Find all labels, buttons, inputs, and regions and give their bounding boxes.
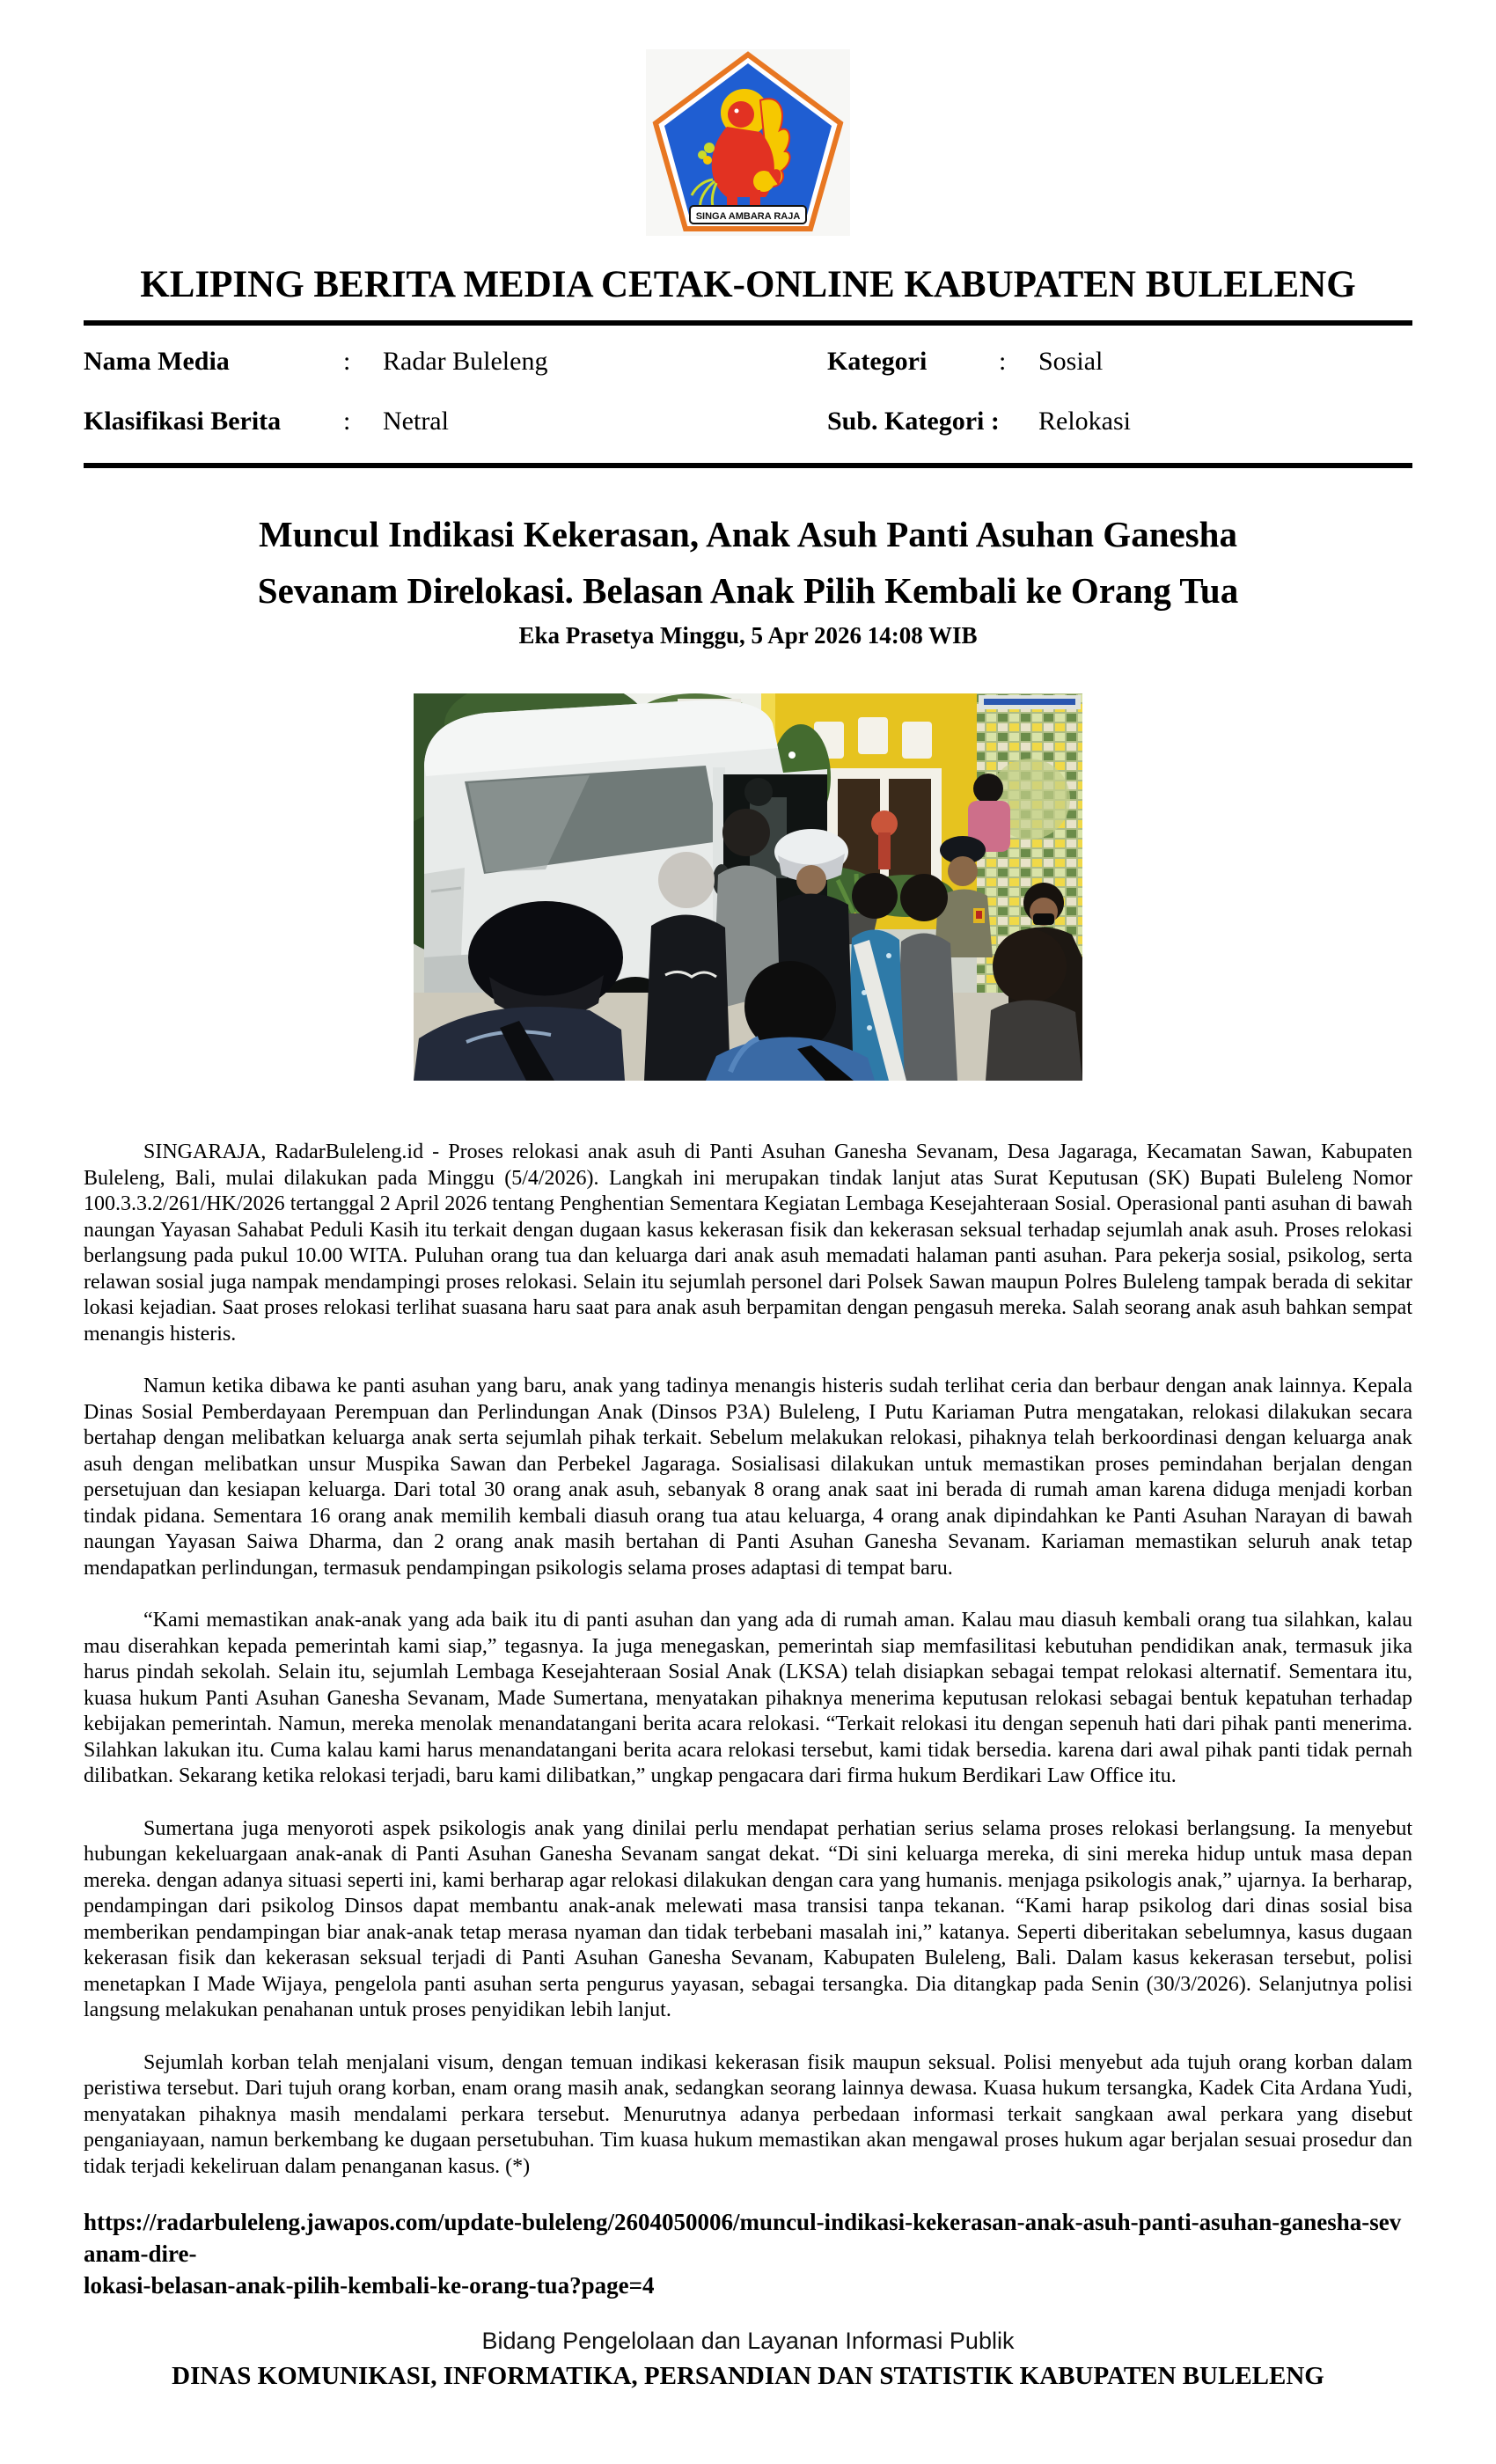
svg-text:SINGA AMBARA RAJA: SINGA AMBARA RAJA bbox=[695, 211, 801, 222]
sub-kategori-label: Sub. Kategori : bbox=[827, 407, 1000, 436]
paragraph-1: SINGARAJA, RadarBuleleng.id - Proses relokasi anak asuh di Panti Asuhan Ganesha Sevanam, Desa Jagaraga, Kecamatan Sawan, Kabupaten Buleleng, Bali, mulai dilakukan pada Minggu (5/4/2026). Langkah ini merupakan tindak lanjut atas Surat Keputusan (SK) Bupati Buleleng Nomor 100.3.3.2/261/HK/2026 tertanggal 2 April 2026 tentang Penghentian Sementara Kegiatan Lembaga Kesejahteraan Sosial. Operasional panti asuhan di bawah naungan Yayasan Sahabat Peduli Kasih itu terkait dengan dugaan kasus kekerasan fisik dan kekerasan seksual terhadap sejumlah anak asuh. Proses relokasi berlangsung pada pukul 10.00 WITA. Puluhan orang tua dan keluarga dari anak asuh memadati halaman panti asuhan. Para pekerja sosial, psikolog, serta relawan sosial juga nampak mendampingi proses relokasi. Selain itu sejumlah personel dari Polsek Sawan maupun Polres Buleleng tampak berada di sekitar lokasi kejadian. Saat proses relokasi terlihat suasana haru saat para anak asuh berpamitan dengan pengasuh mereka. Salah seorang anak asuh bahkan sempat menangis histeris. bbox=[84, 1140, 1412, 1346]
colon: : bbox=[343, 407, 351, 436]
colon: : bbox=[999, 347, 1007, 376]
article-source-url-line1[interactable]: https://radarbuleleng.jawapos.com/update-buleleng/2604050006/muncul-indikasi-kekerasan-anak-asuh-panti-asuhan-ganesha-sevanam-dire- bbox=[84, 2209, 1402, 2268]
colon: : bbox=[343, 347, 351, 376]
nama-media-value: Radar Buleleng bbox=[383, 347, 548, 376]
sub-kategori-value: Relokasi bbox=[1038, 407, 1131, 436]
klasifikasi-label: Klasifikasi Berita bbox=[84, 407, 282, 436]
nama-media-label: Nama Media bbox=[84, 347, 230, 376]
article-title-line2: Sevanam Direlokasi. Belasan Anak Pilih Kembali ke Orang Tua bbox=[257, 569, 1239, 611]
article-body bbox=[84, 1140, 1412, 2180]
article-title bbox=[84, 507, 1412, 619]
article-byline: Eka Prasetya Minggu, 5 Apr 2026 14:08 WIB bbox=[518, 622, 978, 649]
kategori-label: Kategori bbox=[827, 347, 928, 376]
relocation-news-photo bbox=[414, 693, 1082, 1085]
paragraph-4: Sumertana juga menyoroti aspek psikologis anak yang dinilai perlu mendapat perhatian serius selama proses relokasi berlangsung. Ia menyebut hubungan kekeluargaan anak-anak di Panti Asuhan Ganesha Sevanam sangat dekat. “Di sini keluarga mereka, di sini mereka hidup untuk masa depan mereka. dengan adanya situasi seperti ini, kami berharap agar relokasi dilakukan dengan cara yang humanis. menjaga psikologis anak,” ujarnya. Ia berharap, pendampingan dari psikolog Dinsos dapat membantu anak-anak melewati masa transisi tanpa tekanan. “Kami harap psikolog dari dinas sosial bisa memberikan pendampingan biar anak-anak tetap merasa nyaman dan tidak terbebani masalah ini,” katanya. Seperti diberitakan sebelumnya, kasus dugaan kekerasan fisik dan kekerasan seksual terjadi di Panti Asuhan Ganesha Sevanam, Kabupaten Buleleng, Bali. Dalam kasus kekerasan tersebut, polisi menetapkan I Made Wijaya, pengelola panti asuhan serta pengurus yayasan, sebagai tersangka. Dia ditangkap pada Senin (30/3/2026). Selanjutnya polisi langsung melakukan penahanan untuk proses penyidikan lebih lanjut. bbox=[84, 1816, 1412, 2022]
article-title-line1: Muncul Indikasi Kekerasan, Anak Asuh Panti Asuhan Ganesha bbox=[259, 514, 1237, 554]
document-footer bbox=[84, 2328, 1412, 2391]
footer-agency: DINAS KOMUNIKASI, INFORMATIKA, PERSANDIAN DAN STATISTIK KABUPATEN BULELENG bbox=[172, 2362, 1324, 2391]
footer-division: Bidang Pengelolaan dan Layanan Informasi Publik bbox=[481, 2328, 1015, 2355]
paragraph-3: “Kami memastikan anak-anak yang ada baik itu di panti asuhan dan yang ada di rumah aman. Kalau mau diasuh kembali orang tua silahkan, kalau mau diserahkan kepada pemerintah kami siap,” tegasnya. Ia juga menegaskan, pemerintah siap memfasilitasi kebutuhan pendidikan anak, termasuk jika harus pindah sekolah. Selain itu, sejumlah Lembaga Kesejahteraan Sosial Anak (LKSA) telah disiapkan sebagai tempat relokasi alternatif. Sementara itu, kuasa hukum Panti Asuhan Ganesha Sevanam, Made Sumertana, menyatakan pihaknya menerima keputusan relokasi sebagai bentuk kepatuhan terhadap kebijakan pemerintah. Namun, mereka menolak menandatangani berita acara relokasi. “Terkait relokasi itu dengan sepenuh hati dari pihak panti menerima. Silahkan lakukan itu. Cuma kalau kami harus menandatangani berita acara relokasi tersebut, kami tidak bersedia. karena dari awal pihak panti tidak pernah dilibatkan. Sekarang ketika relokasi terjadi, baru kami dilibatkan,” ungkap pengacara dari firma hukum Berdikari Law Office itu. bbox=[84, 1609, 1412, 1788]
paragraph-5: Sejumlah korban telah menjalani visum, dengan temuan indikasi kekerasan fisik maupun seksual. Polisi menyebut ada tujuh orang korban dalam peristiwa tersebut. Dari tujuh orang korban, enam orang masih anak, sedangkan seorang lainnya dewasa. Kuasa hukum tersangka, Kadek Cita Ardana Yudi, menyatakan pihaknya masih mendalami perkara tersebut. Menurutnya adanya perbedaan informasi terkait sangkaan awal perkara yang disebut penganiayaan, namun berkembang ke dugaan persetubuhan. Tim kuasa hukum memastikan akan mengawal proses hukum agar berjalan sesuai prosedur dan tidak terjadi kekeliruan dalam penanganan kasus. (*) bbox=[84, 2050, 1412, 2178]
klasifikasi-value: Netral bbox=[383, 407, 449, 436]
divider-bottom bbox=[84, 463, 1412, 468]
kategori-value: Sosial bbox=[1038, 347, 1104, 376]
media-meta-table bbox=[84, 326, 1412, 463]
document-title: KLIPING BERITA MEDIA CETAK-ONLINE KABUPATEN BULELENG bbox=[140, 264, 1356, 305]
logo-banner bbox=[690, 206, 806, 224]
paragraph-2: Namun ketika dibawa ke panti asuhan yang baru, anak yang tadinya menangis histeris sudah terlihat ceria dan berbaur dengan anak lainnya. Kepala Dinas Sosial Pemberdayaan Perempuan dan Perlindungan Anak (Dinsos P3A) Buleleng, I Putu Kariaman Putra mengatakan, relokasi dilakukan secara bertahap dengan melibatkan keluarga anak serta sejumlah pihak terkait. Sebelum melakukan relokasi, pihaknya telah berkoordinasi dengan keluarga anak asuh dengan melibatkan unsur Muspika Sawan dan Perbekel Jagaraga. Sosialisasi dilakukan untuk memastikan proses pemindahan berjalan dengan persetujuan dan kesiapan keluarga. Dari total 30 orang anak asuh, sebanyak 8 orang anak saat ini berada di rumah aman karena diduga menjadi korban tindak pidana. Sementara 16 orang anak memilih kembali diasuh orang tua atau keluarga, 4 orang anak dipindahkan ke Panti Asuhan Narayan di bawah naungan Yayasan Saiwa Dharma, dan 2 orang anak masih bertahan di Panti Asuhan Ganesha Sevanam. Kariaman memastikan seluruh anak tetap mendapatkan perlindungan, termasuk pendampingan psikologis selama proses adaptasi di tempat baru. bbox=[84, 1375, 1412, 1580]
article-source-url-line2[interactable]: lokasi-belasan-anak-pilih-kembali-ke-orang-tua?page=4 bbox=[84, 2272, 655, 2299]
article-source-url[interactable] bbox=[84, 2206, 1412, 2301]
buleleng-coat-of-arms-logo bbox=[646, 49, 850, 240]
